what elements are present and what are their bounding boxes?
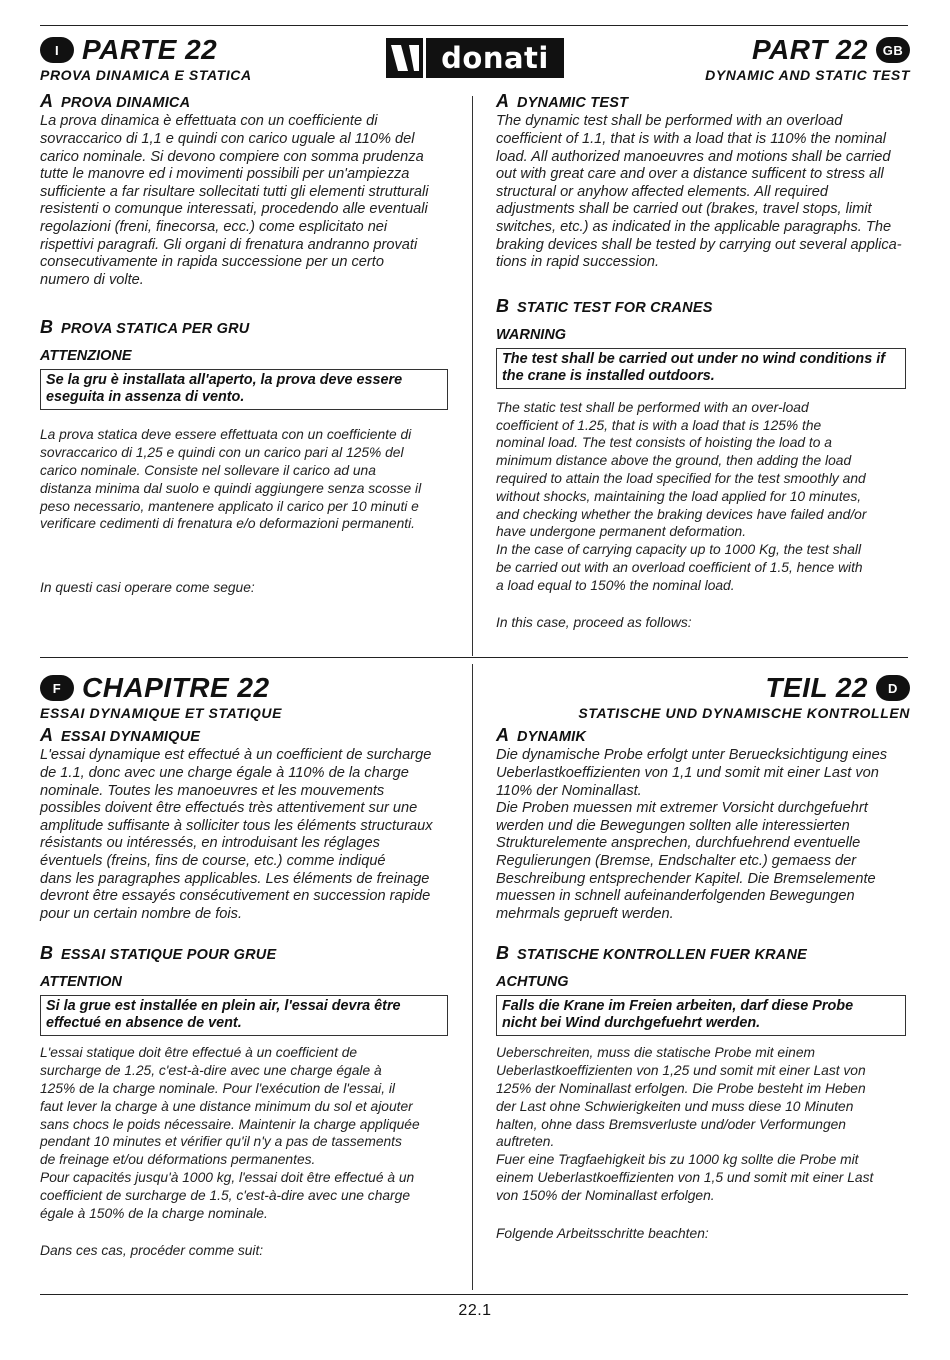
- english-title: PART 22: [751, 34, 868, 65]
- english-warning-label: WARNING: [496, 326, 567, 343]
- german-section-b-text: Ueberschreiten, muss die statische Probe mit einem Ueberlastkoeffizienten von 1,25 und somit mit einer Last von 125% der Nominallast erfolgen. Die Probe besteht im Heben der Last ohne Schwierigkeiten und muss diese 10 Minuten halten, ohne dass Bremsverluste und/oder Verformungen auftreten. Fuer eine Tragfaehigkeit bis zu 1000 kg sollte die Probe mit einem Ueberlastkoeffizienten von 1,5 und somit mit einer Last von 150% der Nominallast erfolgen.: [496, 1045, 874, 1203]
- german-section-b-heading: [496, 943, 910, 964]
- german-title-row: [496, 672, 910, 704]
- section-letter: A: [496, 725, 509, 746]
- section-title: ESSAI STATIQUE POUR GRUE: [61, 947, 277, 964]
- section-title: DYNAMIC TEST: [517, 95, 629, 112]
- section-title: PROVA DINAMICA: [61, 95, 191, 112]
- french-title: CHAPITRE 22: [82, 672, 270, 703]
- section-title: STATIC TEST FOR CRANES: [517, 299, 713, 316]
- italian-section-a-text: La prova dinamica è effettuata con un coefficiente di sovraccarico di 1,1 e quindi con carico uguale al 110% del carico nominale. Si devono compiere con somma prudenza tutte le manovre ed i movimenti possibili per un'ampiezza sufficiente a far risultare sollecitati tutti gli elementi strutturali resistenti o comunque interessati, procedendo alle eventuali regolazioni (freni, finecorsa, ecc.) come esplicitato nei rispettivi paragrafi. Gli organi di frenatura andranno provati consecutivamente in rapida successione per un certo numero di volte.: [40, 113, 429, 288]
- section-letter: B: [40, 943, 53, 964]
- column-divider-top: [472, 96, 473, 656]
- section-letter: B: [40, 317, 53, 338]
- section-title: PROVA STATICA PER GRU: [61, 321, 250, 338]
- italian-warning-label: ATTENZIONE: [40, 348, 132, 365]
- section-letter: B: [496, 295, 509, 316]
- english-section-b-heading: [496, 296, 910, 317]
- french-warning-box: Si la grue est installée en plein air, l'essai devra être effectué en absence de vent.: [40, 995, 448, 1036]
- brand-name: donati: [441, 41, 549, 75]
- french-flag-icon: F: [40, 675, 74, 701]
- italian-flag-icon: I: [40, 37, 74, 63]
- section-letter: B: [496, 943, 509, 964]
- french-warning-label: ATTENTION: [40, 974, 122, 991]
- italian-title: PARTE 22: [82, 34, 218, 65]
- italian-section-a-heading: [40, 91, 455, 112]
- bottom-rule: [40, 1294, 908, 1295]
- french-section-b-text: L'essai statique doit être effectué à un coefficient de surcharge de 1.25, c'est-à-dire avec une charge égale à 125% de la charge nominale. Pour l'exécution de l'essai, il faut lever la charge à une distance minimum du sol et ajouter sans chocs le poids nécessaire. Maintenir la charge appliquée pendant 10 minutes et vérifier qu'il n'y a pas de tassements de freinage et/ou déformations permanentes. Pour capacités jusqu'à 1000 kg, l'essai doit être effectué à un coefficient de surcharge de 1.5, c'est-à-dire avec une charge égale à 150% de la charge nominale.: [40, 1045, 420, 1221]
- section-title: ESSAI DYNAMIQUE: [61, 729, 201, 746]
- english-title-row: [496, 34, 910, 66]
- section-letter: A: [40, 91, 53, 112]
- section-letter: A: [496, 91, 509, 112]
- page-number: 22.1: [458, 1302, 492, 1319]
- french-closing: Dans ces cas, procéder comme suit:: [40, 1243, 264, 1259]
- english-warning-box: The test shall be carried out under no wind conditions if the crane is installed outdoors.: [496, 348, 906, 389]
- section-title: STATISCHE KONTROLLEN FUER KRANE: [517, 947, 808, 964]
- italian-section-b-text: La prova statica deve essere effettuata con un coefficiente di sovraccarico di 1,25 e quindi con un carico pari al 125% del carico nominale. Consiste nel sollevare il carico ad una distanza minima dal suolo e quindi aggiungere senza scosse il peso necessario, mantenere applicato il carico per 10 minuti e verificare cedimenti di frenatura e/o deformazioni permanenti.: [40, 427, 422, 532]
- column-divider-bottom: [472, 664, 473, 1290]
- french-section-a-text: L'essai dynamique est effectué à un coefficient de surcharge de 1.1, donc avec une charge égale à 110% de la charge nominale. Toutes les manoeuvres et les mouvements possibles doivent être effectués très attentivement sur une amplitude suffisante à solliciter tous les éléments structuraux résistants ou intéressés, en introduisant les réglages éventuels (freins, fins de course, etc.) comme indiqué dans les paragraphes applicables. Les éléments de freinage devront être essayés consécutivement en succession rapide pour un certain nombre de fois.: [40, 747, 433, 922]
- english-flag-icon: GB: [876, 37, 910, 63]
- french-title-row: [40, 672, 455, 704]
- middle-rule: [40, 657, 908, 658]
- italian-warning-box: Se la gru è installata all'aperto, la prova deve essere eseguita in assenza di vento.: [40, 369, 448, 410]
- english-section-a-text: The dynamic test shall be performed with an overload coefficient of 1.1, that is with a load that is 110% the nominal load. All authorized manoeuvres and motions shall be carried out with great care and over a distance sufficent to stress all structural or anyhow affected elements. All required adjustments shall be carried out (brakes, travel stops, limit switches, etc.) as indicated in the applicable paragraphs. The braking devices shall be tested by carrying out several applica- tions in rapid succession.: [496, 113, 902, 271]
- section-letter: A: [40, 725, 53, 746]
- english-closing: In this case, proceed as follows:: [496, 614, 692, 630]
- german-warning-box: Falls die Krane im Freien arbeiten, darf diese Probe nicht bei Wind durchgefuehrt werden.: [496, 995, 906, 1036]
- italian-section: [40, 34, 455, 597]
- italian-subtitle: PROVA DINAMICA E STATICA: [40, 67, 252, 83]
- english-section-b-text: The static test shall be performed with an over-load coefficient of 1.25, that is with a load that is 125% the nominal load. The test consists of hoisting the load to a minimum distance above the ground, then adding the load required to attain the load specified for the test smoothly and without shocks, maintaining the load applied for 10 minutes, and checking whether the braking devices have failed and/or have undergone permanent deformation. In the case of carrying capacity up to 1000 Kg, the test shall be carried out with an overload coefficient of 1.5, hence with a load equal to 150% the nominal load.: [496, 399, 867, 593]
- section-title: DYNAMIK: [517, 729, 587, 746]
- german-warning-label: ACHTUNG: [496, 974, 569, 991]
- french-subtitle: ESSAI DYNAMIQUE ET STATIQUE: [40, 705, 283, 721]
- top-rule: [40, 25, 908, 26]
- italian-closing: In questi casi operare come segue:: [40, 580, 255, 596]
- french-section-a-heading: [40, 725, 455, 746]
- german-section-a-heading: [496, 725, 910, 746]
- german-subtitle: STATISCHE UND DYNAMISCHE KONTROLLEN: [578, 705, 910, 721]
- italian-title-row: [40, 34, 455, 66]
- german-flag-icon: D: [876, 675, 910, 701]
- french-section-b-heading: [40, 943, 455, 964]
- english-section: [496, 34, 910, 631]
- german-title: TEIL 22: [765, 672, 868, 703]
- german-closing: Folgende Arbeitsschritte beachten:: [496, 1225, 709, 1241]
- german-section: [496, 672, 910, 1242]
- italian-section-b-heading: [40, 317, 455, 338]
- french-section: [40, 672, 455, 1260]
- english-subtitle: DYNAMIC AND STATIC TEST: [705, 67, 910, 83]
- english-section-a-heading: [496, 91, 910, 112]
- german-section-a-text: Die dynamische Probe erfolgt unter Beruecksichtigung eines Ueberlastkoeffizienten von 1,1 und somit mit einer Last von 110% der Nominallast. Die Proben muessen mit extremer Vorsicht durchgefuehrt werden und die Bewegungen sollten alle interessierten Strukturelemente ansprechen, durchfuehrend eventuelle Regulierungen (Bremse, Endschalter etc.) gemaess der Beschreibung entsprechender Kapitel. Die Bremselemente muessen in schnell aufeinanderfolgenden Bewegungen mehrmals geprueft werden.: [496, 747, 888, 922]
